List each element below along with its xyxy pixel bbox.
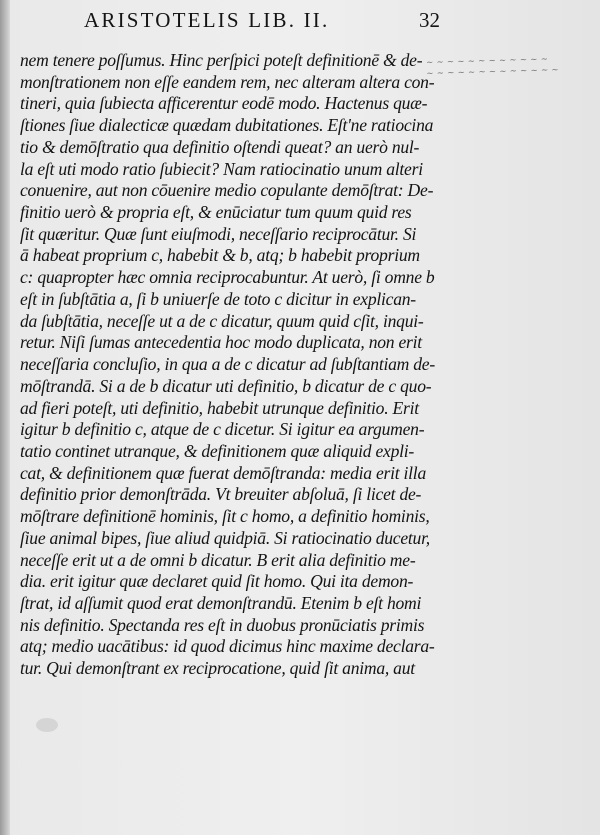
text-line: tur. Qui demonſtrant ex reciprocatione, quid ſit anima, aut <box>20 658 415 679</box>
text-line: ſtrat, id aſſumit quod erat demonſtrandū. Etenim b eſt homi <box>20 592 422 613</box>
text-line: c: quapropter hæc omnia reciprocabuntur. At uerò, ſi omne b <box>20 267 435 288</box>
text-line: finitio uerò & propria eſt, & enūciatur tum quum quid res <box>20 202 412 223</box>
text-line: da ſubſtātia, neceſſe ut a de c dicatur, quum quid cſit, inqui- <box>20 310 424 331</box>
text-line: nem tenere poſſumus. Hinc perſpici poteſt definitionē & de- <box>20 50 423 70</box>
text-line: ad fieri poteſt, uti definitio, habebit utrunque definitio. Erit <box>20 397 419 418</box>
text-line: monſtrationem non eſſe eandem rem, nec alteram altera con- <box>20 71 435 92</box>
text-line: atq; medio uacātibus: id quod dicimus hinc maxime declara- <box>20 636 435 657</box>
handwritten-marginal-note <box>426 53 597 80</box>
text-line: tatio continet utranque, & definitionem quæ aliquid expli- <box>20 440 415 461</box>
text-line: la eſt uti modo ratio ſubiecit? Nam ratiocinatio unum alteri <box>20 158 423 179</box>
text-line: conuenire, aut non cōuenire medio copulante demōſtrat: De- <box>20 180 434 201</box>
text-line: retur. Niſi ſumas antecedentia hoc modo duplicata, non erit <box>20 332 422 353</box>
text-line: tio & demōſtratio qua definitio oſtendi queat? an uerò nul- <box>20 136 420 157</box>
page-header <box>84 6 440 36</box>
page-number: 32 <box>419 8 440 32</box>
marginal-note-line: ~ ~ ~ ~ ~ ~ ~ ~ ~ ~ ~ ~ ~ <box>426 65 560 79</box>
text-line: ſiue animal bipes, ſiue aliud quidpiā. Si ratiocinatio ducetur, <box>20 527 430 548</box>
text-line: definitio prior demonſtrāda. Vt breuiter abſoluā, ſi licet de- <box>20 484 422 505</box>
text-line: mōſtrare definitionē hominis, ſit c homo, a definitio hominis, <box>20 506 430 527</box>
text-line: eſt in ſubſtātia a, ſi b uniuerſe de toto c dicitur in explican- <box>20 288 416 309</box>
text-line: neceſſaria concluſio, in qua a de c dicatur ad ſubſtantiam de- <box>20 354 435 375</box>
text-line: neceſſe erit ut a de omni b dicatur. B erit alia definitio me- <box>20 549 416 570</box>
text-line: dia. erit igitur quæ declaret quid ſit homo. Qui ita demon- <box>20 571 414 592</box>
text-line: cat, & definitionem quæ fuerat demōſtranda: media erit illa <box>20 462 426 483</box>
text-line: ā habeat proprium c, habebit & b, atq; b habebit proprium <box>20 245 420 266</box>
running-head: ARISTOTELIS LIB. II. <box>84 8 330 32</box>
text-line: igitur b definitio c, atque de c dicetur. Si igitur ea argumen- <box>20 419 425 440</box>
marginal-note-line: ~ ~ ~ ~ ~ ~ ~ ~ ~ ~ ~ ~ <box>426 54 549 68</box>
text-line: nis definitio. Spectanda res eſt in duobus pronūciatis primis <box>20 614 425 635</box>
text-line: ſit quæritur. Quæ ſunt eiuſmodi, neceſſario reciprocātur. Si <box>20 223 417 244</box>
ink-smudge <box>36 718 58 732</box>
text-line: tineri, quia ſubiecta afficerentur eodē modo. Hactenus quæ- <box>20 93 428 114</box>
text-line: mōſtrandā. Si a de b dicatur uti definitio, b dicatur de c quo- <box>20 375 432 396</box>
text-line: ſtiones ſiue dialecticæ quædam dubitationes. Eſt'ne ratiocina <box>20 115 434 136</box>
binding-gutter <box>0 0 10 835</box>
body-text <box>20 50 440 680</box>
